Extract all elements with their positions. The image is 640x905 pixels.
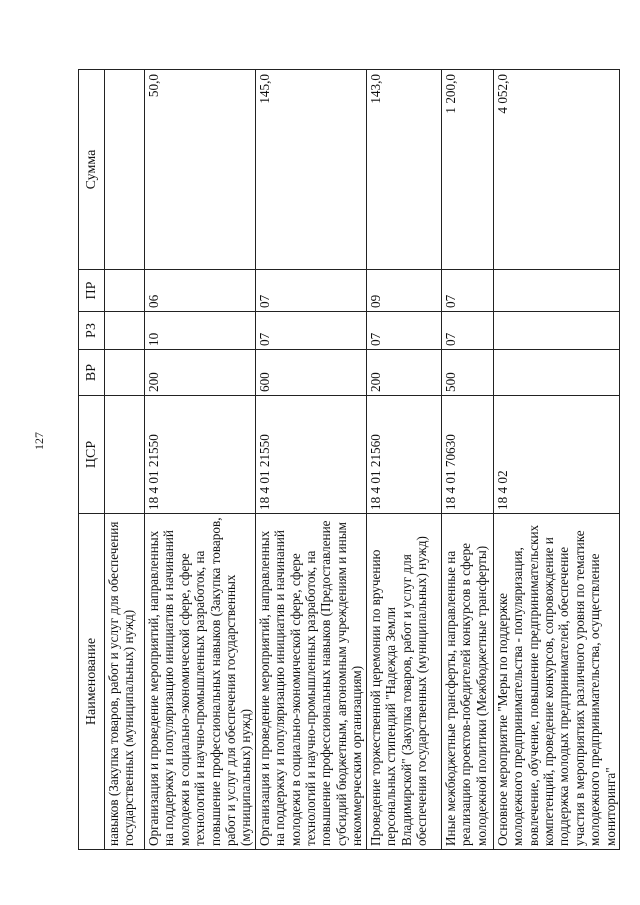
row-vr: 200	[145, 350, 256, 396]
header-vr: ВР	[79, 350, 105, 396]
table-header-row	[79, 70, 105, 850]
row-vr: 600	[255, 350, 366, 396]
row-pr: 06	[145, 270, 256, 312]
row-name: Проведение торжественной церемонии по вручению персональных стипендий "Надежда Земли Владимирской" (Закупка товаров, работ и услуг для обеспечения государственных (муниципальных) нужд)	[366, 514, 441, 850]
row-pr: 09	[366, 270, 441, 312]
table-row	[441, 70, 493, 850]
row-name: Основное мероприятие "Меры по поддержке молодежного предпринимательства - популяризация, вовлечение, обучение, повышение предпринимательских компетенций, проведение конкурсов, сопровождение и поддержка молодых предпринимателей, обеспечение участия в мероприятиях различного уровня по тематике молодежного предпринимательства, осуществление мониторинга"	[493, 514, 619, 850]
row-csr: 18 4 01 21560	[366, 396, 441, 514]
table-row	[105, 70, 145, 850]
budget-table	[78, 69, 620, 850]
header-name: Наименование	[79, 514, 105, 850]
row-vr: 500	[441, 350, 493, 396]
row-sum	[105, 70, 145, 270]
page-number: 127	[32, 432, 46, 450]
row-vr: 200	[366, 350, 441, 396]
table-row	[255, 70, 366, 850]
row-sum: 145,0	[255, 70, 366, 270]
row-csr: 18 4 01 21550	[255, 396, 366, 514]
row-pr: 07	[255, 270, 366, 312]
rotated-table-wrapper	[78, 70, 618, 850]
row-csr: 18 4 02	[493, 396, 619, 514]
row-csr: 18 4 01 21550	[145, 396, 256, 514]
table-row	[145, 70, 256, 850]
header-sum: Сумма	[79, 70, 105, 270]
row-csr: 18 4 01 70630	[441, 396, 493, 514]
row-sum: 1 200,0	[441, 70, 493, 270]
row-sum: 50,0	[145, 70, 256, 270]
header-csr: ЦСР	[79, 396, 105, 514]
row-name: Иные межбюджетные трансферты, направленные на реализацию проектов-победителей конкурсов в сфере молодежной политики (Межбюджетные трансферты)	[441, 514, 493, 850]
row-rz	[105, 312, 145, 350]
table-row	[366, 70, 441, 850]
row-rz	[493, 312, 619, 350]
row-rz: 07	[441, 312, 493, 350]
row-rz: 10	[145, 312, 256, 350]
table-row	[493, 70, 619, 850]
row-rz: 07	[366, 312, 441, 350]
row-name: Организация и проведение мероприятий, направленных на поддержку и популяризацию инициатив и начинаний молодежи в социально-экономической сфере, сфере технологий и научно-промышленных разработок, на повышение профессиональных навыков (Предоставление субсидий бюджетным, автономным учреждениям и иным некоммерческим организациям)	[255, 514, 366, 850]
row-name: навыков (Закупка товаров, работ и услуг для обеспечения государственных (муниципальных) нужд)	[105, 514, 145, 850]
row-sum: 4 052,0	[493, 70, 619, 270]
row-vr	[493, 350, 619, 396]
row-vr	[105, 350, 145, 396]
row-csr	[105, 396, 145, 514]
row-sum: 143,0	[366, 70, 441, 270]
header-pr: ПР	[79, 270, 105, 312]
row-rz: 07	[255, 312, 366, 350]
row-pr	[105, 270, 145, 312]
row-pr: 07	[441, 270, 493, 312]
header-rz: РЗ	[79, 312, 105, 350]
row-name: Организация и проведение мероприятий, направленных на поддержку и популяризацию инициатив и начинаний молодежи в социально-экономической сфере, сфере технологий и научно-промышленных разработок, на повышение профессиональных навыков (Закупка товаров, работ и услуг для обеспечения государственных (муниципальных) нужд)	[145, 514, 256, 850]
row-pr	[493, 270, 619, 312]
